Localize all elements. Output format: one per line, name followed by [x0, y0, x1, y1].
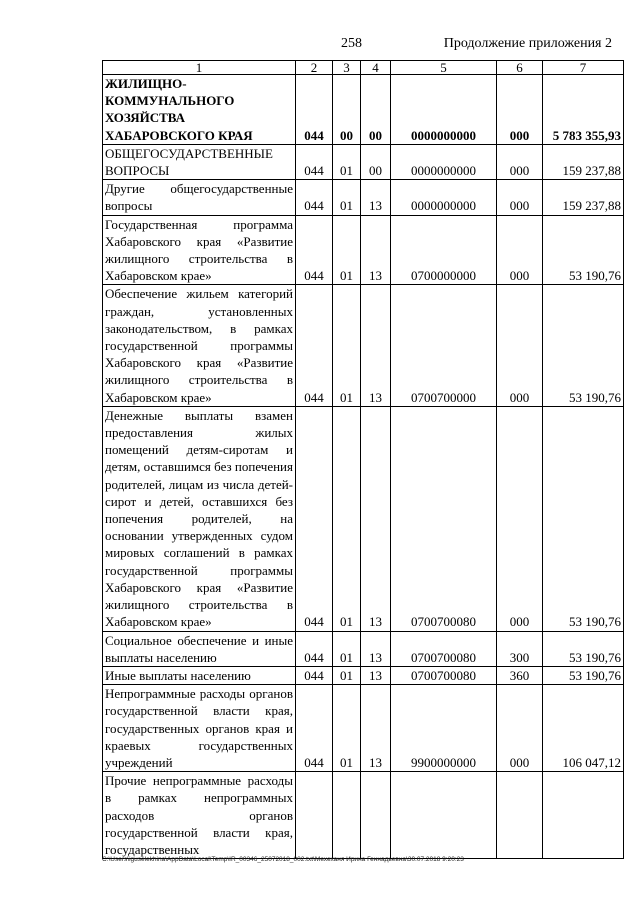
subsection-code: 13 — [361, 631, 391, 666]
subsection-code: 13 — [361, 685, 391, 772]
subsection-code: 00 — [361, 144, 391, 179]
row-name: ОБЩЕГОСУДАРСТВЕННЫЕ ВОПРОСЫ — [103, 144, 296, 179]
table-row — [103, 772, 624, 859]
expense-type-code: 000 — [497, 406, 543, 631]
subsection-code — [361, 772, 391, 859]
target-article-code: 0000000000 — [391, 144, 497, 179]
table-row — [103, 144, 624, 179]
target-article-code: 0700700080 — [391, 406, 497, 631]
target-article-code: 0000000000 — [391, 180, 497, 215]
column-number: 7 — [543, 61, 624, 75]
expense-type-code: 000 — [497, 144, 543, 179]
ministry-code: 044 — [296, 144, 333, 179]
expense-type-code — [497, 772, 543, 859]
table-row — [103, 215, 624, 285]
row-name: Непрограммные расходы органов государственной власти края, государственных органов края и краевых государственных учреждений — [103, 685, 296, 772]
budget-table — [102, 60, 624, 859]
row-amount — [543, 772, 624, 859]
row-name: Другие общегосударственные вопросы — [103, 180, 296, 215]
expense-type-code: 000 — [497, 685, 543, 772]
section-code — [333, 772, 361, 859]
ministry-code: 044 — [296, 180, 333, 215]
subsection-code: 00 — [361, 75, 391, 145]
section-code: 00 — [333, 75, 361, 145]
expense-type-code: 300 — [497, 631, 543, 666]
target-article-code: 0700700080 — [391, 666, 497, 684]
row-name: Прочие непрограммные расходы в рамках непрограммных расходов органов государственной власти края, государственных — [103, 772, 296, 859]
table-row — [103, 75, 624, 145]
column-number: 2 — [296, 61, 333, 75]
table-row — [103, 406, 624, 631]
section-code: 01 — [333, 215, 361, 285]
section-code: 01 — [333, 406, 361, 631]
target-article-code: 0700000000 — [391, 215, 497, 285]
target-article-code: 0700700080 — [391, 631, 497, 666]
section-code: 01 — [333, 285, 361, 406]
section-code: 01 — [333, 180, 361, 215]
subsection-code: 13 — [361, 406, 391, 631]
target-article-code: 0000000000 — [391, 75, 497, 145]
section-code: 01 — [333, 685, 361, 772]
column-number: 1 — [103, 61, 296, 75]
row-amount: 53 190,76 — [543, 631, 624, 666]
table-row — [103, 631, 624, 666]
table-row — [103, 666, 624, 684]
row-name: Иные выплаты населению — [103, 666, 296, 684]
table-row — [103, 285, 624, 406]
row-name: Социальное обеспечение и иные выплаты населению — [103, 631, 296, 666]
ministry-code: 044 — [296, 666, 333, 684]
continuation-label: Продолжение приложения 2 — [443, 36, 612, 51]
row-name: Государственная программа Хабаровского края «Развитие жилищного строительства в Хабаровском крае» — [103, 215, 296, 285]
document-footer-path: C:\Users\iguselekhina\AppData\Local\Temp\IR_00346_25072018_002.txt\Мехеханя Ирина Геннадьевна\30.07.2018 9:20:23 — [102, 856, 464, 863]
subsection-code: 13 — [361, 285, 391, 406]
ministry-code: 044 — [296, 406, 333, 631]
ministry-code: 044 — [296, 285, 333, 406]
row-amount: 5 783 355,93 — [543, 75, 624, 145]
target-article-code: 9900000000 — [391, 685, 497, 772]
subsection-code: 13 — [361, 215, 391, 285]
ministry-code — [296, 772, 333, 859]
section-code: 01 — [333, 144, 361, 179]
row-amount: 53 190,76 — [543, 285, 624, 406]
expense-type-code: 000 — [497, 180, 543, 215]
row-amount: 159 237,88 — [543, 180, 624, 215]
table-row — [103, 180, 624, 215]
row-name: Денежные выплаты взамен предоставления жилых помещений детям-сиротам и детям, оставшимся без попечения родителей, лицам из числа детей-сирот и детей, оставшихся без попечения родителей, на основании утвержденных судом мировых соглашений в рамках государственной программы Хабаровского края «Развитие жилищного строительства в Хабаровском крае» — [103, 406, 296, 631]
expense-type-code: 000 — [497, 75, 543, 145]
expense-type-code: 000 — [497, 215, 543, 285]
column-number: 5 — [391, 61, 497, 75]
column-number: 3 — [333, 61, 361, 75]
ministry-code: 044 — [296, 685, 333, 772]
ministry-code: 044 — [296, 75, 333, 145]
ministry-code: 044 — [296, 631, 333, 666]
table-row — [103, 685, 624, 772]
ministry-code: 044 — [296, 215, 333, 285]
subsection-code: 13 — [361, 180, 391, 215]
page-number: 258 — [341, 36, 362, 51]
column-number: 4 — [361, 61, 391, 75]
row-name: Обеспечение жильем категорий граждан, установленных законодательством, в рамках государственной программы Хабаровского края «Развитие жилищного строительства в Хабаровском крае» — [103, 285, 296, 406]
row-amount: 53 190,76 — [543, 406, 624, 631]
expense-type-code: 000 — [497, 285, 543, 406]
section-code: 01 — [333, 666, 361, 684]
row-amount: 106 047,12 — [543, 685, 624, 772]
row-amount: 53 190,76 — [543, 215, 624, 285]
row-amount: 159 237,88 — [543, 144, 624, 179]
column-number: 6 — [497, 61, 543, 75]
row-name: ЖИЛИЩНО-КОММУНАЛЬНОГО ХОЗЯЙСТВА ХАБАРОВСКОГО КРАЯ — [103, 75, 296, 145]
subsection-code: 13 — [361, 666, 391, 684]
column-number-row — [103, 61, 624, 75]
section-code: 01 — [333, 631, 361, 666]
row-amount: 53 190,76 — [543, 666, 624, 684]
target-article-code — [391, 772, 497, 859]
target-article-code: 0700700000 — [391, 285, 497, 406]
expense-type-code: 360 — [497, 666, 543, 684]
